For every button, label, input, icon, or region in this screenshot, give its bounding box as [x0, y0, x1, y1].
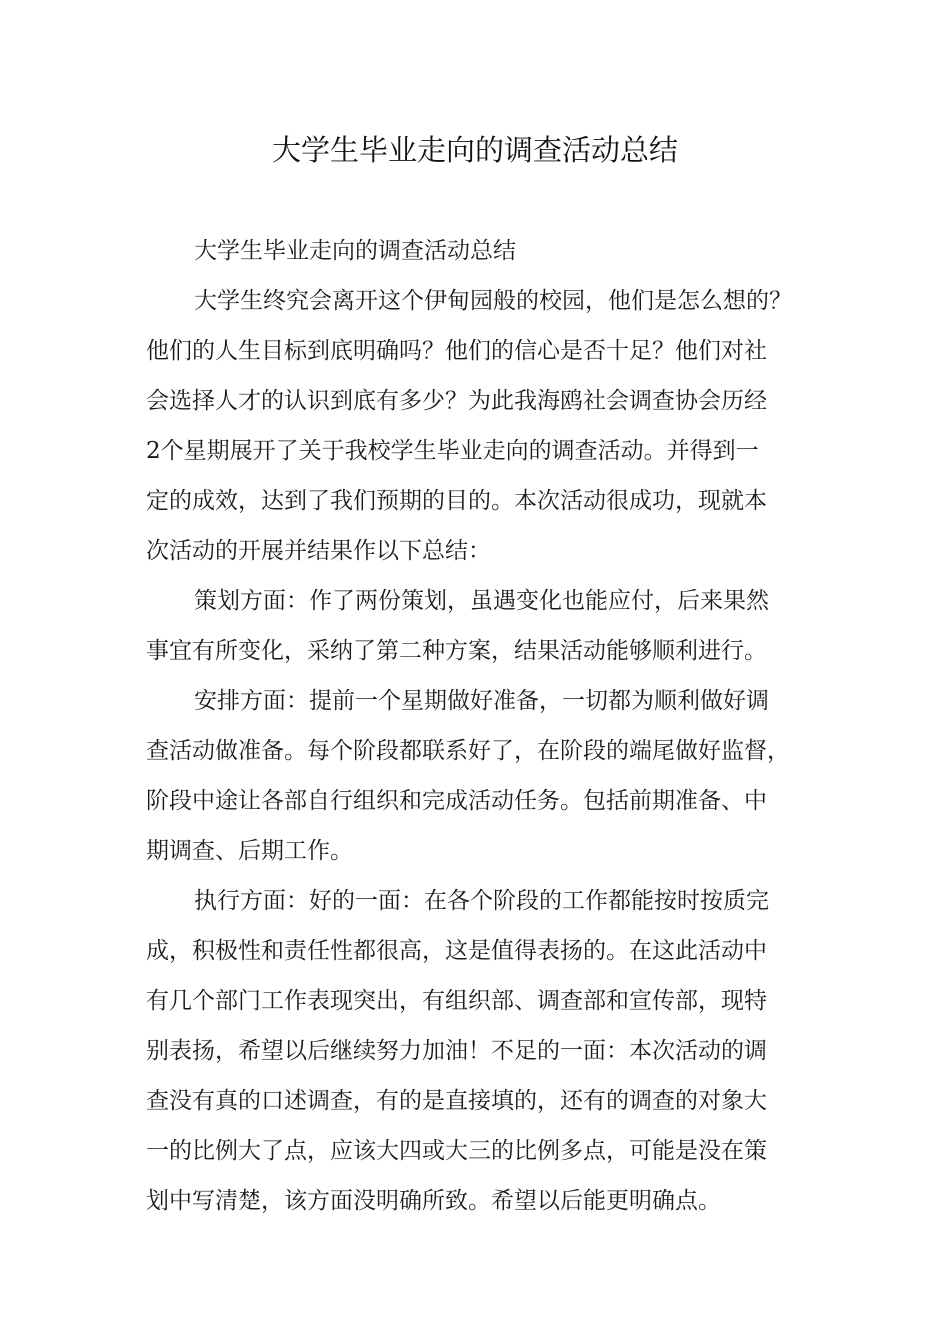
- paragraph-line: 划中写清楚，该方面没明确所致。希望以后能更明确点。: [146, 1188, 721, 1214]
- paragraph-line: 安排方面：提前一个星期做好准备，一切都为顺利做好调: [194, 688, 769, 714]
- paragraph-line: 执行方面：好的一面：在各个阶段的工作都能按时按质完: [194, 888, 769, 914]
- paragraph-line: 会选择人才的认识到底有多少？为此我海鸥社会调查协会历经: [146, 388, 767, 414]
- paragraph-line: 大学生终究会离开这个伊甸园般的校园，他们是怎么想的？: [194, 288, 792, 314]
- paragraph-line: 事宜有所变化，采纳了第二种方案，结果活动能够顺利进行。: [146, 638, 767, 664]
- paragraph-line: 有几个部门工作表现突出，有组织部、调查部和宣传部，现特: [146, 988, 767, 1014]
- paragraph-line: 查没有真的口述调查，有的是直接填的，还有的调查的对象大: [146, 1088, 767, 1114]
- subtitle-line: 大学生毕业走向的调查活动总结: [194, 238, 516, 264]
- paragraph-line: 查活动做准备。每个阶段都联系好了，在阶段的端尾做好监督，: [146, 738, 790, 764]
- paragraph-line: 次活动的开展并结果作以下总结：: [146, 538, 491, 564]
- paragraph-line: 成，积极性和责任性都很高，这是值得表扬的。在这此活动中: [146, 938, 767, 964]
- paragraph-line: 2个星期展开了关于我校学生毕业走向的调查活动。并得到一: [146, 438, 759, 464]
- paragraph-line: 一的比例大了点，应该大四或大三的比例多点，可能是没在策: [146, 1138, 767, 1164]
- paragraph-line: 期调查、后期工作。: [146, 838, 353, 864]
- paragraph-line: 定的成效，达到了我们预期的目的。本次活动很成功，现就本: [146, 488, 767, 514]
- paragraph-line: 策划方面：作了两份策划，虽遇变化也能应付，后来果然: [194, 588, 769, 614]
- document-title: 大学生毕业走向的调查活动总结: [271, 133, 678, 167]
- paragraph-line: 他们的人生目标到底明确吗？他们的信心是否十足？他们对社: [146, 338, 767, 364]
- paragraph-line: 阶段中途让各部自行组织和完成活动任务。包括前期准备、中: [146, 788, 767, 814]
- paragraph-line: 别表扬，希望以后继续努力加油！不足的一面：本次活动的调: [146, 1038, 767, 1064]
